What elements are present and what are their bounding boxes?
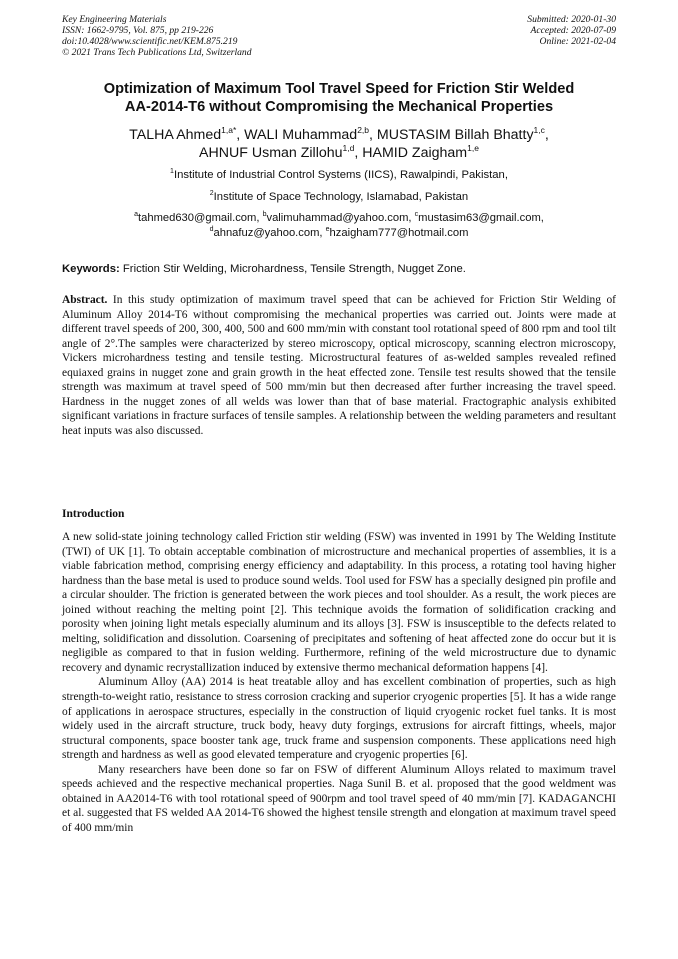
email-address: ahnafuz@yahoo.com,: [213, 227, 326, 239]
journal-copyright: © 2021 Trans Tech Publications Ltd, Switzerland: [62, 47, 252, 58]
abstract: [62, 293, 616, 438]
author-separator: ,: [236, 127, 245, 143]
author-list: [62, 126, 616, 162]
keywords: [62, 262, 616, 276]
journal-name: Key Engineering Materials: [62, 14, 167, 25]
email-sup: d: [209, 226, 214, 233]
affiliation-1: [62, 168, 616, 182]
author-name: HAMID Zaigham: [362, 145, 468, 161]
author-affil-sup: 1,d: [342, 143, 355, 153]
email-address: valimuhammad@yahoo.com,: [266, 212, 415, 224]
journal-info: [62, 14, 252, 58]
email-address: mustasim63@gmail.com,: [418, 212, 544, 224]
email-sup: c: [414, 211, 419, 218]
paper-title: [62, 80, 616, 116]
author-affil-sup: 1,a*: [221, 125, 237, 135]
email-sup: a: [134, 211, 139, 218]
affiliation-2: [62, 190, 616, 204]
intro-paragraph-3: Many researchers have been done so far on FSW of different Aluminum Alloys related to maximum travel speeds achieved and the respective mechanical properties. Naga Sunil B. et al. proposed that the good weldment was obtained in AA2014-T6 with tool rotational speed of 900rpm and tool travel speed of 40 mm/min [7]. KADAGANCHI et al. suggested that FS welded AA 2014-T6 showed the highest tensile strength and elongation at maximum travel speed of 400 mm/min: [62, 763, 616, 834]
abstract-text: In this study optimization of maximum travel speed that can be achieved for Friction Stir Welding of Aluminum Alloy 2014-T6 without compromising the mechanical properties was carried out. Joints were made at different travel speeds of 200, 300, 400, 500 and 600 mm/min with constant tool rotational speed of 800 rpm and tool tilt angle of 2°.The samples were characterized by stereo microscopy, optical microscopy, scanning electron microscopy, Vickers microhardness testing and tensile testing. Microstructural features of as-welded samples revealed refined equiaxed grains in nugget zone and grain growth in the heat effected zone. Tensile test results showed that the tensile strength was maximum at travel speed of 500 mm/min but then decreased after further increasing the travel speed. Hardness in the nugget zones of all welds was lower than that of base material. Fractographic analysis exhibited significant variations in fracture surfaces of tensile samples. A relationship between the welding parameters and resultant heat inputs was also discussed.: [62, 294, 616, 437]
affiliation-text: Institute of Industrial Control Systems (IICS), Rawalpindi, Pakistan,: [173, 169, 508, 181]
affiliation-sup: 2: [209, 190, 214, 197]
title-line-1: Optimization of Maximum Tool Travel Speed for Friction Stir Welded: [103, 81, 575, 97]
author-name: WALI Muhammad: [244, 127, 358, 143]
author-affil-sup: 1,c: [533, 125, 545, 135]
section-heading-introduction: Introduction: [62, 508, 125, 520]
title-line-2: AA-2014-T6 without Compromising the Mechanical Properties: [124, 99, 554, 115]
author-affil-sup: 1,e: [467, 143, 479, 153]
affiliation-text: Institute of Space Technology, Islamabad, Pakistan: [213, 191, 469, 203]
author-affil-sup: 2,b: [357, 125, 370, 135]
author-name: AHNUF Usman Zillohu: [199, 145, 343, 161]
abstract-label: Abstract.: [62, 294, 108, 306]
affiliation-sup: 1: [170, 168, 174, 175]
submitted-date: Submitted: 2020-01-30: [527, 14, 616, 25]
email-address: hzaigham777@hotmail.com: [329, 227, 469, 239]
intro-paragraph-1: A new solid-state joining technology called Friction stir welding (FSW) was invented in 1991 by The Welding Institute (TWI) of UK [1]. To obtain acceptable combination of microstructure and mechanical properties of assemblies, it is a viable fabrication method, comprising energy efficiency and adaptability. In this process, a rotating tool having higher hardness than the base metal is used to produce sound welds. Tool used for FSW has a specially designed pin profile and a circular shoulder. The friction is generated between the work pieces and tool shoulder. As a result, the work pieces are joined without reaching the melting point [2]. This technique avoids the formation of solidification cracking and porosity when joining light metals especially aluminum and its alloys [3]. FSW is insusceptible to the defects related to melting, solidification and dissolution. Coarsening of precipitates and softening of heat affected zone do occur but it is negligible as compared to that in fusion welding. Furthermore, refining of the weld microstructure due to dynamic recovery and dynamic recrystallization induced by extensive thermo mechanical deformation happens [4].: [62, 531, 616, 674]
journal-issn: ISSN: 1662-9795, Vol. 875, pp 219-226: [62, 25, 214, 36]
introduction-body: [62, 530, 616, 835]
email-sup: b: [262, 211, 267, 218]
author-name: TALHA Ahmed: [129, 127, 222, 143]
journal-doi: doi:10.4028/www.scientific.net/KEM.875.219: [62, 36, 238, 47]
keywords-label: Keywords:: [62, 263, 120, 275]
publication-dates: [527, 14, 616, 47]
online-date: Online: 2021-02-04: [539, 36, 616, 47]
author-emails: [62, 211, 616, 241]
author-separator: ,: [369, 127, 377, 143]
author-separator: ,: [544, 127, 549, 143]
keywords-text: Friction Stir Welding, Microhardness, Tensile Strength, Nugget Zone.: [119, 263, 466, 275]
accepted-date: Accepted: 2020-07-09: [530, 25, 616, 36]
author-name: MUSTASIM Billah Bhatty: [376, 127, 534, 143]
intro-paragraph-2: Aluminum Alloy (AA) 2014 is heat treatable alloy and has excellent combination of properties, such as high strength-to-weight ratio, resistance to stress corrosion cracking and superior cryogenic properties [5]. It has a wide range of applications in aerospace structures, especially in the construction of liquid cryogenic rocket fuel tanks. It is most widely used in the aircraft structure, truck body, heavy duty forgings, extrusions for aircraft fittings, wheels, major structural components, space booster tank age, truck frame and suspension components. These applications need high strength and hardness as well as good elevated temperature and cryogenic properties [6].: [62, 676, 616, 762]
author-separator: ,: [354, 145, 363, 161]
email-address: tahmed630@gmail.com,: [138, 212, 263, 224]
email-sup: e: [325, 226, 330, 233]
